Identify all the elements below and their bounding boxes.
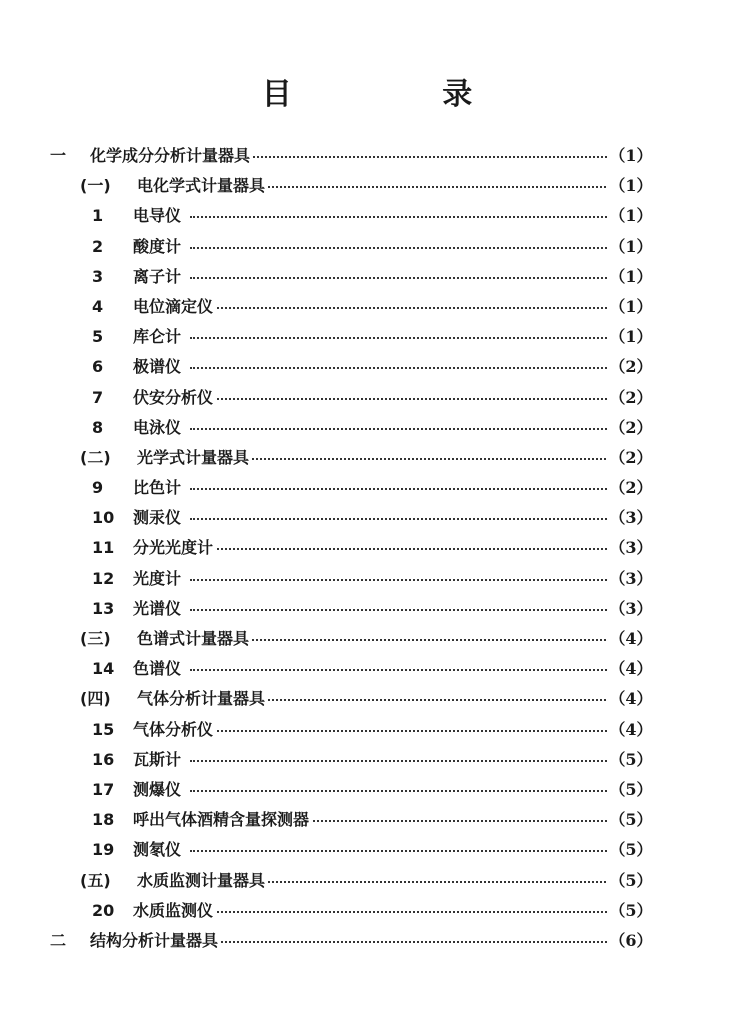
dot-leader (190, 790, 610, 792)
dot-leader (200, 458, 610, 460)
toc-entry (0, 232, 734, 262)
toc-entry-page: （1） (607, 141, 655, 171)
toc-entry-number: 一 (50, 146, 67, 165)
dot-leader (190, 216, 610, 218)
dot-leader (190, 579, 610, 581)
toc-entry-label: 库仑计 (133, 322, 183, 352)
toc-entry-page: （2） (607, 473, 655, 503)
toc-entry-page: （1） (607, 292, 655, 322)
toc-entry-label: 色谱仪 (133, 654, 183, 684)
toc-entry (0, 745, 734, 775)
toc-entry-number: (一) (80, 176, 111, 196)
toc-entry (0, 533, 734, 563)
toc-entry (0, 926, 734, 956)
toc-entry-number: 19 (92, 840, 115, 860)
toc-entry-label: 水质监测计量器具 (137, 866, 267, 896)
toc-entry (0, 292, 734, 322)
toc-entry-page: （5） (607, 896, 655, 926)
toc-entry (0, 503, 734, 533)
toc-entry-label: 气体分析仪 (133, 715, 215, 745)
toc-entry-page: （5） (607, 866, 655, 896)
toc-entry-number: 2 (92, 236, 104, 256)
toc-entry-page: （2） (607, 413, 655, 443)
dot-leader (190, 398, 610, 400)
toc-entry (0, 715, 734, 745)
toc-entry-page: （3） (607, 533, 655, 563)
toc-entry-page: （3） (607, 503, 655, 533)
toc-entry (0, 624, 734, 654)
dot-leader (190, 428, 610, 430)
toc-entry (0, 413, 734, 443)
toc-entry-label: 伏安分析仪 (133, 383, 215, 413)
toc-entry-number: 16 (92, 749, 115, 769)
toc-entry-label: 色谱式计量器具 (137, 624, 251, 654)
toc-entry (0, 443, 734, 473)
dot-leader (190, 337, 610, 339)
toc-entry-number: 20 (92, 900, 115, 920)
toc-entry-label: 电泳仪 (133, 413, 183, 443)
toc-entry-label: 电位滴定仪 (133, 292, 215, 322)
toc-entry-page: （4） (607, 654, 655, 684)
toc-entry (0, 805, 734, 835)
toc-entry-page: （3） (607, 594, 655, 624)
toc-entry (0, 594, 734, 624)
toc-entry-page: （2） (607, 352, 655, 382)
dot-leader (200, 639, 610, 641)
toc-entry-number: 10 (92, 508, 115, 528)
toc-entry-label: 电化学式计量器具 (137, 171, 267, 201)
toc-entry-label: 化学成分分析计量器具 (90, 141, 252, 171)
toc-entry-label: 比色计 (133, 473, 183, 503)
toc-entry-number: 18 (92, 810, 115, 830)
dot-leader (190, 760, 610, 762)
toc-entry-label: 测汞仪 (133, 503, 183, 533)
toc-entry-label: 极谱仪 (133, 352, 183, 382)
toc-entry-page: （3） (607, 564, 655, 594)
toc-entry (0, 262, 734, 292)
toc-entry-label: 光学式计量器具 (137, 443, 251, 473)
dot-leader (190, 669, 610, 671)
toc-entry-number: (二) (80, 447, 111, 467)
toc-entry (0, 383, 734, 413)
toc-entry-number: 14 (92, 659, 115, 679)
toc-entry-page: （6） (607, 926, 655, 956)
toc-entry (0, 473, 734, 503)
toc-entry-number: (四) (80, 689, 111, 709)
toc-entry (0, 835, 734, 865)
toc-entry-number: 1 (92, 206, 104, 226)
toc-entry-number: 15 (92, 719, 115, 739)
toc-entry-page: （5） (607, 835, 655, 865)
toc-entry-page: （4） (607, 684, 655, 714)
toc-entry-label: 分光光度计 (133, 533, 215, 563)
toc-entry-label: 呼出气体酒精含量探测器 (133, 805, 311, 835)
toc-entry-label: 气体分析计量器具 (137, 684, 267, 714)
toc-entry-label: 水质监测仪 (133, 896, 215, 926)
toc-entry-page: （1） (607, 232, 655, 262)
toc-entry-label: 测氡仪 (133, 835, 183, 865)
toc-entry-page: （4） (607, 624, 655, 654)
dot-leader (190, 911, 610, 913)
toc-entry-number: 13 (92, 598, 115, 618)
table-of-contents (0, 141, 734, 956)
toc-entry-page: （5） (607, 805, 655, 835)
toc-entry (0, 322, 734, 352)
toc-entry-label: 光谱仪 (133, 594, 183, 624)
toc-entry (0, 141, 734, 171)
toc-entry-label: 电导仪 (133, 201, 183, 231)
toc-entry-number: 6 (92, 357, 104, 377)
toc-entry-number: 7 (92, 387, 104, 407)
toc-entry-page: （1） (607, 201, 655, 231)
toc-entry-number: 9 (92, 478, 104, 498)
toc-entry-label: 离子计 (133, 262, 183, 292)
toc-entry-label: 结构分析计量器具 (90, 926, 220, 956)
toc-entry (0, 564, 734, 594)
toc-entry-page: （1） (607, 322, 655, 352)
toc-entry-number: 8 (92, 417, 104, 437)
toc-entry-number: (三) (80, 629, 111, 648)
toc-entry-page: （5） (607, 775, 655, 805)
toc-entry-number: 12 (92, 568, 115, 588)
dot-leader (190, 307, 610, 309)
toc-entry-number: 二 (50, 930, 67, 950)
toc-entry-page: （1） (607, 262, 655, 292)
toc-entry (0, 201, 734, 231)
toc-entry (0, 171, 734, 201)
toc-entry-number: 11 (92, 538, 115, 558)
toc-entry-number: (五) (80, 870, 111, 890)
toc-entry-page: （2） (607, 443, 655, 473)
toc-entry-page: （5） (607, 745, 655, 775)
toc-entry-number: 3 (92, 266, 104, 286)
dot-leader (190, 609, 610, 611)
toc-entry (0, 684, 734, 714)
toc-entry-page: （4） (607, 715, 655, 745)
toc-entry-number: 4 (92, 296, 104, 316)
toc-entry-number: 17 (92, 779, 115, 799)
dot-leader (190, 850, 610, 852)
toc-entry-page: （1） (607, 171, 655, 201)
toc-entry-label: 瓦斯计 (133, 745, 183, 775)
toc-entry-label: 测爆仪 (133, 775, 183, 805)
toc-entry (0, 654, 734, 684)
dot-leader (190, 367, 610, 369)
dot-leader (190, 277, 610, 279)
toc-entry-label: 光度计 (133, 564, 183, 594)
dot-leader (190, 548, 610, 550)
dot-leader (190, 730, 610, 732)
dot-leader (190, 488, 610, 490)
toc-entry (0, 866, 734, 896)
toc-entry-label: 酸度计 (133, 232, 183, 262)
dot-leader (190, 518, 610, 520)
toc-entry (0, 775, 734, 805)
page-title: 目 录 (261, 77, 543, 112)
dot-leader (190, 247, 610, 249)
toc-entry (0, 896, 734, 926)
toc-entry-number: 5 (92, 327, 104, 347)
toc-entry (0, 352, 734, 382)
toc-entry-page: （2） (607, 383, 655, 413)
